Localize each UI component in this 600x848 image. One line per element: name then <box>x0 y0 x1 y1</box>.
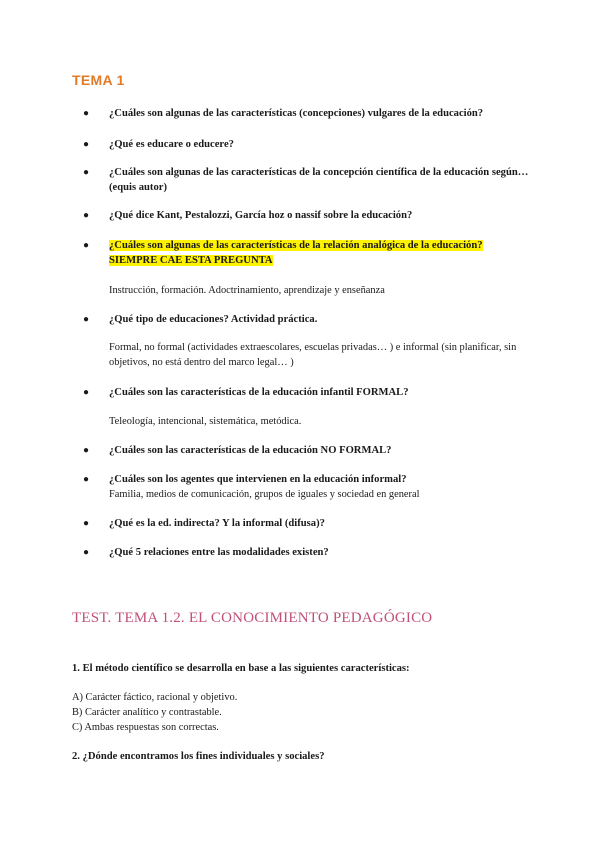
bullet-icon: ● <box>83 139 90 150</box>
question-text: ¿Qué 5 relaciones entre las modalidades existen? <box>109 547 329 558</box>
question-item <box>83 165 530 195</box>
bullet-icon: ● <box>83 387 90 398</box>
question-item <box>83 238 530 268</box>
bullet-icon: ● <box>83 547 90 558</box>
question-text: ¿Cuáles son los agentes que intervienen en la educación informal? <box>109 474 407 485</box>
question-text: ¿Cuáles son algunas de las características (concepciones) vulgares de la educación? <box>109 108 484 119</box>
bullet-icon: ● <box>83 474 90 485</box>
question-text: ¿Qué dice Kant, Pestalozzi, García hoz o nassif sobre la educación? <box>109 210 413 221</box>
answer-text: Familia, medios de comunicación, grupos de iguales y sociedad en general <box>109 489 420 500</box>
answer-option-b: B) Carácter analítico y contrastable. <box>72 707 222 718</box>
question-text: ¿Qué es la ed. indirecta? Y la informal (difusa)? <box>109 518 325 529</box>
highlighted-note: SIEMPRE CAE ESTA PREGUNTA <box>109 255 273 266</box>
answer-option-c: C) Ambas respuestas son correctas. <box>72 722 219 733</box>
answer-text: Formal, no formal (actividades extraescolares, escuelas privadas… ) e informal (sin planificar, sin objetivos, no está dentro del marco legal… ) <box>109 342 517 368</box>
bullet-icon: ● <box>83 445 90 456</box>
bullet-icon: ● <box>83 167 90 178</box>
bullet-icon: ● <box>83 240 90 251</box>
question-text: ¿Qué es educare o educere? <box>109 139 234 150</box>
question-item <box>83 472 530 487</box>
question-item <box>83 443 530 458</box>
test-question-1: 1. El método científico se desarrolla en base a las siguientes características: <box>72 663 410 674</box>
question-item <box>83 545 530 560</box>
question-item <box>83 516 530 531</box>
answer-option-a: A) Carácter fáctico, racional y objetivo. <box>72 692 238 703</box>
test-question-2: 2. ¿Dónde encontramos los fines individuales y sociales? <box>72 751 325 762</box>
highlighted-question: ¿Cuáles son algunas de las características de la relación analógica de la educación? <box>109 240 483 251</box>
question-item <box>83 312 530 327</box>
answer-text: Teleología, intencional, sistemática, metódica. <box>109 416 302 427</box>
question-item <box>83 385 530 400</box>
section-title-tema-1: TEMA 1 <box>72 72 125 88</box>
question-text: ¿Qué tipo de educaciones? Actividad práctica. <box>109 314 318 325</box>
bullet-icon: ● <box>83 210 90 221</box>
section-title-test: TEST. TEMA 1.2. EL CONOCIMIENTO PEDAGÓGICO <box>72 610 433 626</box>
question-text: ¿Cuáles son las características de la educación infantil FORMAL? <box>109 387 409 398</box>
question-item <box>83 106 530 121</box>
answer-text: Instrucción, formación. Adoctrinamiento, aprendizaje y enseñanza <box>109 285 385 296</box>
question-text: ¿Cuáles son algunas de las características de la concepción científica de la educación según… (equis autor) <box>109 167 529 193</box>
question-item <box>83 137 530 152</box>
bullet-icon: ● <box>83 314 90 325</box>
question-item <box>83 208 530 223</box>
question-text: ¿Cuáles son las características de la educación NO FORMAL? <box>109 445 392 456</box>
bullet-icon: ● <box>83 108 90 119</box>
question-text-highlighted <box>90 238 530 268</box>
bullet-icon: ● <box>83 518 90 529</box>
